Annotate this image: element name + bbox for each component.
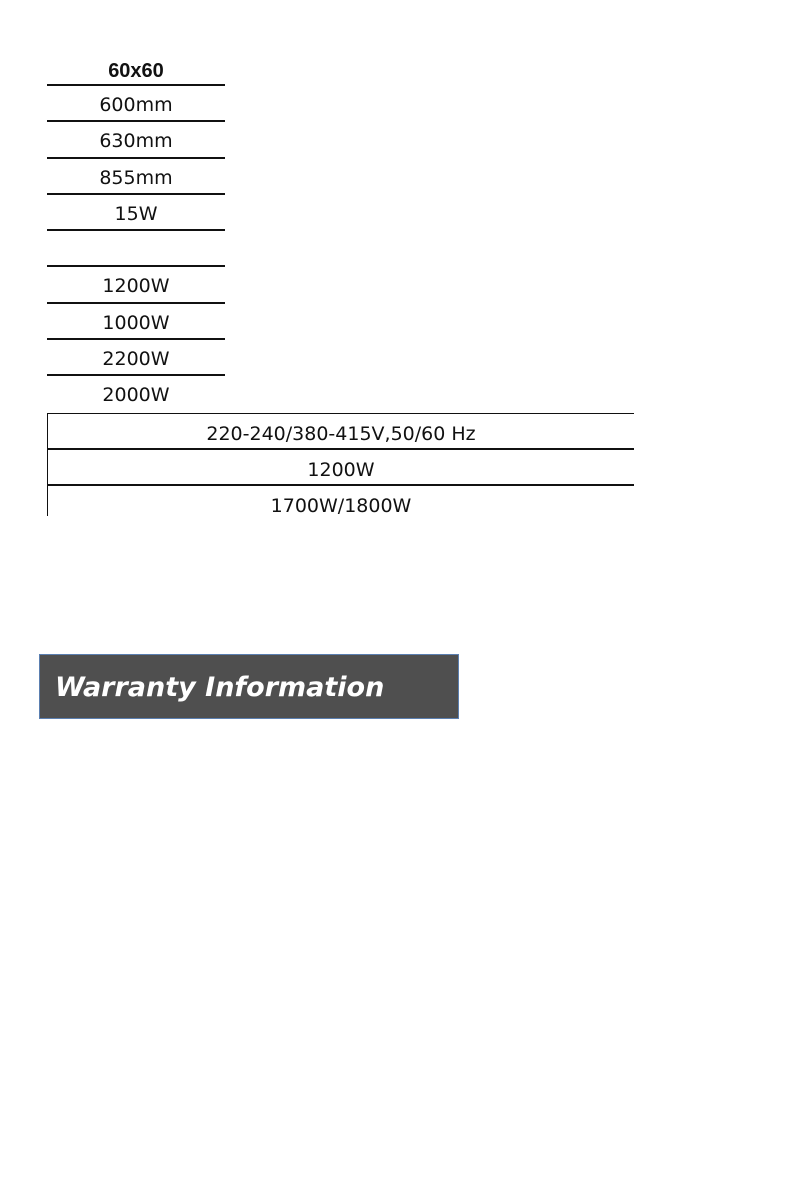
total-wattage-row: 1700W/1800W xyxy=(270,495,412,516)
wattage-row: 1200W xyxy=(48,450,634,486)
spec-row-power-3: 2200W xyxy=(47,340,225,376)
warranty-section-banner xyxy=(39,654,459,719)
warranty-section-title: Warranty Information xyxy=(55,672,385,703)
spec-row-lamp-power: 15W xyxy=(47,195,225,231)
spec-row-power-2: 1000W xyxy=(47,304,225,340)
spec-row-power-4: 2000W xyxy=(102,384,170,407)
spec-table xyxy=(47,52,225,413)
spec-row-height: 855mm xyxy=(47,159,225,195)
spec-row-blank xyxy=(47,231,225,267)
spec-row-power-1: 1200W xyxy=(47,267,225,303)
voltage-row: 220-240/380-415V,50/60 Hz xyxy=(48,414,634,450)
spec-row-width: 600mm xyxy=(47,86,225,122)
spec-table-header: 60x60 xyxy=(47,52,225,86)
spec-row-depth: 630mm xyxy=(47,122,225,158)
electrical-spec-table xyxy=(47,413,634,516)
